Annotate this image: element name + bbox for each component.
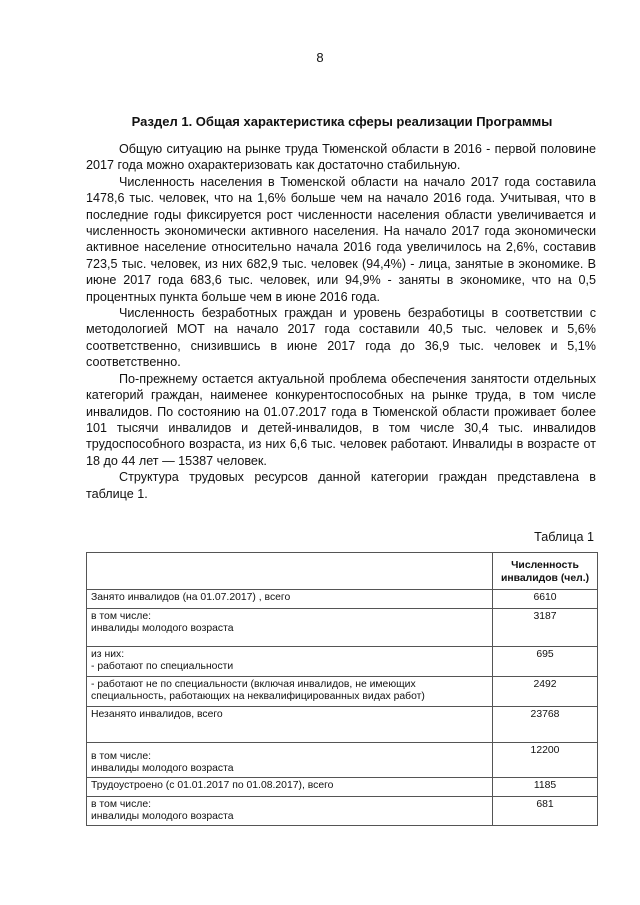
table-cell-label xyxy=(87,677,493,707)
table-cell-label xyxy=(87,743,493,778)
table-cell-label xyxy=(87,609,493,647)
table-row xyxy=(87,677,598,707)
table-cell-value: 12200 xyxy=(493,743,598,778)
body-text xyxy=(86,141,596,502)
table-cell-label xyxy=(87,707,493,743)
table-caption: Таблица 1 xyxy=(534,530,594,544)
row-label: Занято инвалидов (на 01.07.2017) , всего xyxy=(91,592,291,603)
table-cell-value: 1185 xyxy=(493,778,598,797)
table-cell-value: 681 xyxy=(493,797,598,826)
row-label: Трудоустроено (с 01.01.2017 по 01.08.2017), всего xyxy=(91,780,334,791)
table-cell-label xyxy=(87,590,493,609)
row-label: из них: - работают по специальности xyxy=(91,649,234,672)
paragraph: Структура трудовых ресурсов данной категории граждан представлена в таблице 1. xyxy=(86,470,596,501)
table-row xyxy=(87,590,598,609)
table-row xyxy=(87,778,598,797)
section-heading: Раздел 1. Общая характеристика сферы реализации Программы xyxy=(131,114,553,129)
data-table xyxy=(86,552,598,826)
row-label: Незанято инвалидов, всего xyxy=(91,709,223,720)
table-cell-value: 2492 xyxy=(493,677,598,707)
row-label: - работают не по специальности (включая инвалидов, не имеющих специальность, работающих на неквалифицированных видах работ) xyxy=(91,679,425,702)
table-cell-value: 695 xyxy=(493,647,598,677)
row-label: в том числе: инвалиды молодого возраста xyxy=(91,799,234,822)
table-header-blank xyxy=(87,553,493,590)
table-cell-value: 23768 xyxy=(493,707,598,743)
paragraph: Численность безработных граждан и уровень безработицы в соответствии с методологией МОТ на начало 2017 года составили 40,5 тыс. человек и 5,6% соответственно, снизившись в июне 2017 года до 36,9 тыс. человек и 5,1% соответственно. xyxy=(86,306,596,370)
paragraph: Общую ситуацию на рынке труда Тюменской области в 2016 - первой половине 2017 года можно охарактеризовать как достаточно стабильную. xyxy=(86,142,596,173)
row-label: в том числе: инвалиды молодого возраста xyxy=(91,611,234,634)
table-row xyxy=(87,707,598,743)
table-cell-value: 6610 xyxy=(493,590,598,609)
table-row xyxy=(87,647,598,677)
table-row xyxy=(87,609,598,647)
paragraph: По-прежнему остается актуальной проблема обеспечения занятости отдельных категорий граждан, наименее конкурентоспособных на рынке труда, в том числе инвалидов. По состоянию на 01.07.2017 года в Тюменской области проживает более 101 тысячи инвалидов и детей-инвалидов, в том числе 30,4 тыс. инвалидов трудоспособного возраста, из них 6,6 тыс. человек работают. Инвалиды в возрасте от 18 до 44 лет — 15387 человек. xyxy=(86,371,596,468)
table-row xyxy=(87,743,598,778)
paragraph: Численность населения в Тюменской области на начало 2017 года составила 1478,6 тыс. человек, что на 1,6% больше чем на начало 2016 года. Учитывая, что в последние годы фиксируется рост численности населения области увеличивается и численность экономически активного населения. На начало 2017 года экономически активное население относительно начала 2016 года увеличилось на 2,6%, составив 723,5 тыс. человек, из них 682,9 тыс. человек (94,4%) - лица, занятые в экономике. В июне 2017 года 683,6 тыс. человек, или 94,9% - заняты в экономике, что на 0,5 процентных пункта больше чем в июне 2016 года. xyxy=(86,174,596,304)
table-cell-label xyxy=(87,647,493,677)
table-cell-label xyxy=(87,778,493,797)
table-row xyxy=(87,797,598,826)
row-label: в том числе: инвалиды молодого возраста xyxy=(91,751,234,774)
table-header-row xyxy=(87,553,598,590)
table-cell-label xyxy=(87,797,493,826)
table-cell-value: 3187 xyxy=(493,609,598,647)
table-header-count: Численность инвалидов (чел.) xyxy=(493,553,598,590)
page-number: 8 xyxy=(316,50,324,65)
